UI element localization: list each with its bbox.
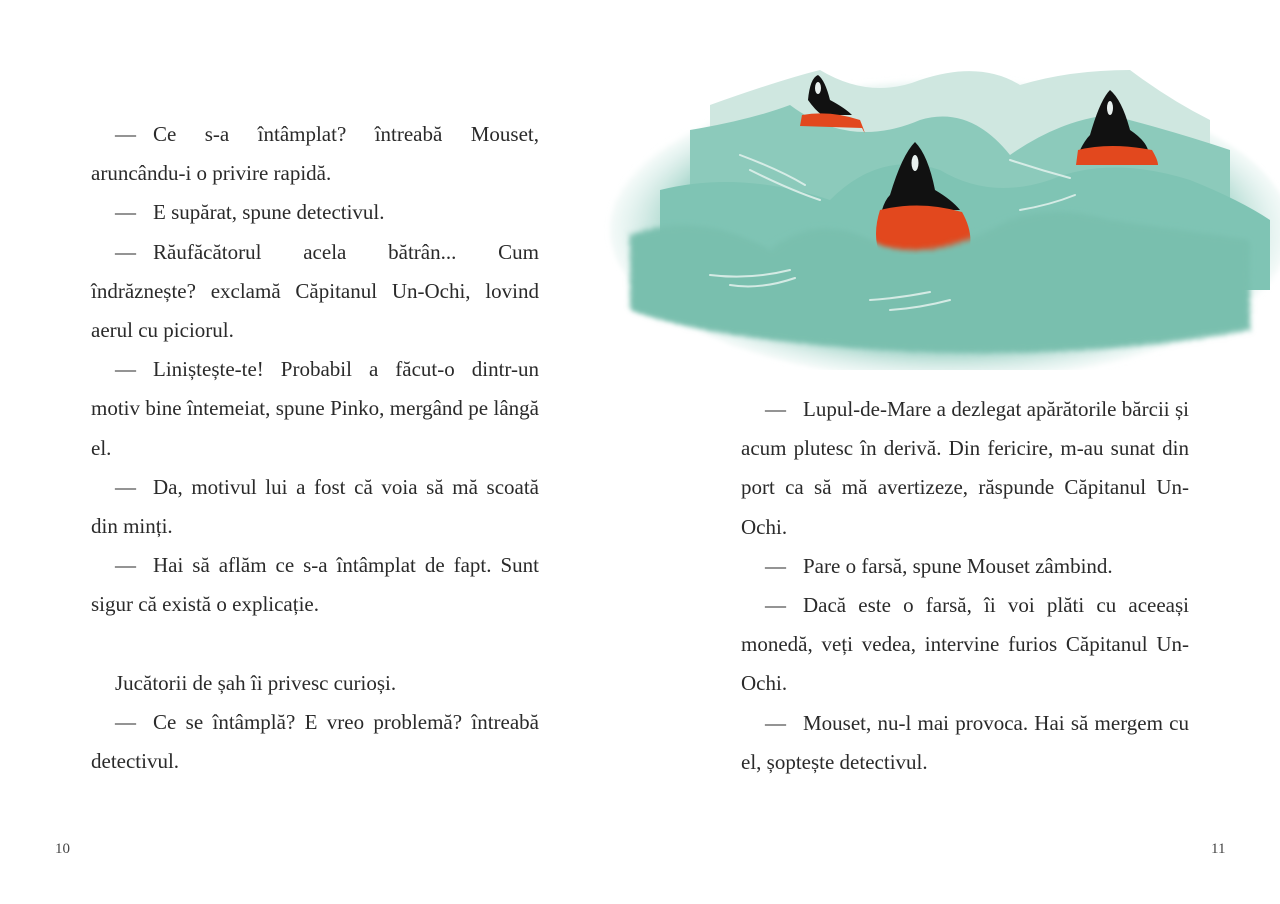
page-number: 10 xyxy=(55,841,70,857)
em-dash: — xyxy=(115,357,136,382)
paragraph xyxy=(91,703,539,781)
paragraph-text: Liniștește-te! Probabil a făcut-o dintr-un motiv bine întemeiat, spune Pinko, mergând pe lângă el. xyxy=(91,357,539,460)
paragraph xyxy=(741,586,1189,704)
paragraph-spacer xyxy=(91,625,539,664)
paragraph-text: Ce s-a întâmplat? întreabă Mouset, aruncându-i o privire rapidă. xyxy=(91,122,539,186)
right-page xyxy=(640,0,1280,904)
em-dash: — xyxy=(115,200,136,225)
paragraph-text: Pare o farsă, spune Mouset zâmbind. xyxy=(803,553,1113,578)
page-number: 11 xyxy=(1211,841,1226,857)
em-dash: — xyxy=(765,593,786,618)
paragraph xyxy=(741,390,1189,547)
paragraph-text: Jucătorii de șah îi privesc curioși. xyxy=(115,670,397,695)
paragraph-text: Lupul-de-Mare a dezlegat apărătorile bărcii și acum plutesc în derivă. Din fericire, m-au sunat din port ca să mă avertizeze, răspunde Căpitanul Un-Ochi. xyxy=(741,397,1189,539)
paragraph-text: Dacă este o farsă, îi voi plăti cu aceeași monedă, veți vedea, intervine furios Căpitanul Un-Ochi. xyxy=(741,593,1189,696)
paragraph-text: Da, motivul lui a fost că voia să mă scoată din minți. xyxy=(91,474,539,539)
buoys-illustration xyxy=(590,60,1280,370)
paragraph xyxy=(91,193,539,232)
em-dash: — xyxy=(115,122,136,146)
em-dash: — xyxy=(765,553,786,578)
em-dash: — xyxy=(115,239,136,264)
left-page-text xyxy=(91,115,539,781)
paragraph xyxy=(91,546,539,624)
em-dash: — xyxy=(115,474,136,499)
paragraph-text: Răufăcătorul acela bătrân... Cum îndrăznește? exclamă Căpitanul Un-Ochi, lovind aerul cu piciorul. xyxy=(91,239,539,343)
em-dash: — xyxy=(765,397,786,421)
em-dash: — xyxy=(765,710,786,735)
em-dash: — xyxy=(115,553,136,578)
paragraph-text: Mouset, nu-l mai provoca. Hai să mergem cu el, șoptește detectivul. xyxy=(741,710,1189,774)
paragraph xyxy=(91,664,539,703)
paragraph xyxy=(91,350,539,468)
paragraph xyxy=(91,233,539,351)
em-dash: — xyxy=(115,709,136,734)
paragraph xyxy=(91,115,539,193)
paragraph-text: Ce se întâmplă? E vreo problemă? întreabă detectivul. xyxy=(91,709,539,774)
right-page-text xyxy=(741,390,1189,782)
paragraph xyxy=(741,547,1189,586)
paragraph-text: E supărat, spune detectivul. xyxy=(153,200,385,225)
paragraph xyxy=(741,704,1189,782)
paragraph xyxy=(91,468,539,546)
paragraph-text: Hai să aflăm ce s-a întâmplat de fapt. Sunt sigur că există o explicație. xyxy=(91,553,539,617)
